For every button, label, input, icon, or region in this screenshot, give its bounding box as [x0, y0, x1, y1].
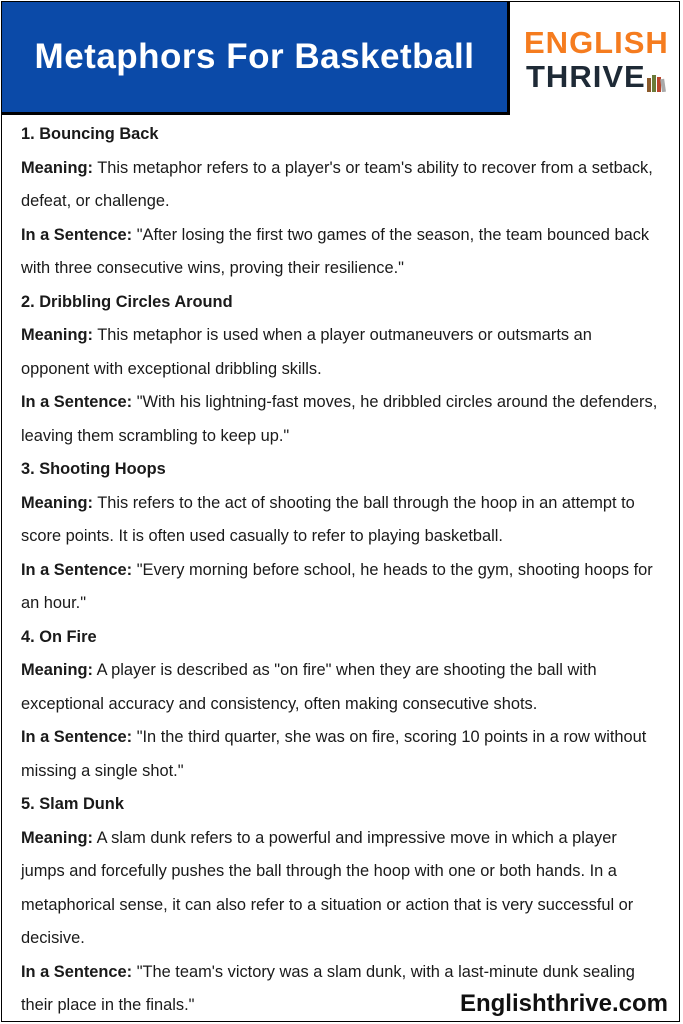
list-item — [21, 621, 661, 789]
sentence-label: In a Sentence: — [21, 225, 133, 244]
meaning-label: Meaning: — [21, 828, 93, 847]
meaning-text: This refers to the act of shooting the ball through the hoop in an attempt to score points. It is often used casually to refer to playing basketball. — [21, 493, 635, 545]
sentence-label: In a Sentence: — [21, 560, 133, 579]
logo-text-english: ENGLISH — [524, 25, 669, 60]
site-watermark: Englishthrive.com — [459, 990, 668, 1017]
meaning-text: This metaphor is used when a player outmaneuvers or outsmarts an opponent with exceptional dribbling skills. — [21, 326, 592, 378]
item-sentence — [21, 219, 661, 286]
list-item — [21, 118, 661, 286]
sentence-label: In a Sentence: — [21, 962, 133, 981]
books-icon — [646, 72, 666, 92]
title-banner — [2, 2, 510, 115]
sentence-text: "In the third quarter, she was on fire, scoring 10 points in a row without missing a single shot." — [21, 728, 647, 780]
brand-logo — [520, 25, 670, 100]
list-item — [21, 286, 661, 454]
list-item — [21, 788, 661, 1023]
item-meaning — [21, 319, 661, 386]
sentence-text: "Every morning before school, he heads to the gym, shooting hoops for an hour." — [21, 560, 653, 612]
meaning-text: A player is described as "on fire" when they are shooting the ball with exceptional accuracy and consistency, often making consecutive shots. — [21, 661, 597, 713]
sentence-text: "After losing the first two games of the season, the team bounced back with three consecutive wins, proving their resilience." — [21, 225, 650, 277]
sentence-label: In a Sentence: — [21, 728, 133, 746]
item-sentence — [21, 721, 661, 788]
meaning-label: Meaning: — [21, 158, 93, 177]
list-item — [21, 453, 661, 621]
page-title: Metaphors For Basketball — [34, 37, 475, 76]
item-sentence — [21, 554, 661, 621]
item-heading: 1. Bouncing Back — [21, 125, 159, 143]
sentence-text: "The team's victory was a slam dunk, with a last-minute dunk sealing their place in the finals." — [21, 962, 635, 1014]
item-heading: 5. Slam Dunk — [21, 795, 124, 813]
item-heading: 2. Dribbling Circles Around — [21, 292, 233, 311]
item-meaning — [21, 822, 661, 956]
meaning-label: Meaning: — [21, 326, 93, 344]
meaning-text: A slam dunk refers to a powerful and impressive move in which a player jumps and forcefully pushes the ball through the hoop with one or both hands. In a metaphorical sense, it can also refer to a situation or action that is very successful or decisive. — [21, 828, 634, 947]
sentence-label: In a Sentence: — [21, 393, 133, 411]
item-meaning — [21, 654, 661, 721]
item-heading: 4. On Fire — [21, 627, 97, 646]
logo-text-thrive: THRIVE — [526, 59, 646, 94]
meaning-label: Meaning: — [21, 661, 93, 679]
item-sentence — [21, 386, 661, 453]
item-heading: 3. Shooting Hoops — [21, 460, 166, 478]
sentence-text: "With his lightning-fast moves, he dribbled circles around the defenders, leaving them scrambling to keep up." — [21, 393, 658, 445]
metaphor-list — [21, 118, 661, 1023]
item-meaning — [21, 487, 661, 554]
item-meaning — [21, 152, 661, 219]
meaning-text: This metaphor refers to a player's or team's ability to recover from a setback, defeat, or challenge. — [21, 158, 653, 210]
meaning-label: Meaning: — [21, 493, 93, 512]
